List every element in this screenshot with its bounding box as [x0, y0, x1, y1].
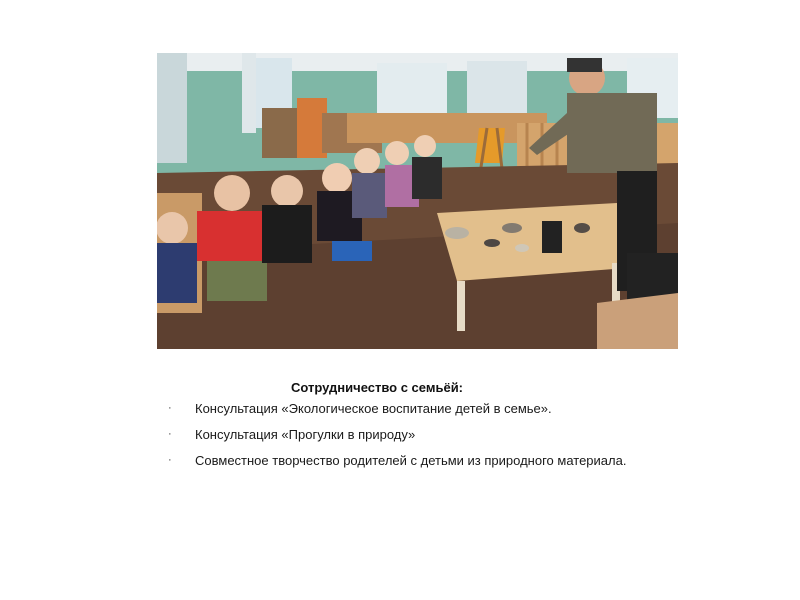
section-heading: Сотрудничество с семьёй: [291, 380, 464, 395]
list-item [168, 424, 638, 445]
list-item [168, 450, 638, 471]
list-item [168, 398, 638, 419]
list-item-text: Совместное творчество родителей с детьми из природного материала. [195, 453, 627, 468]
classroom-photo [157, 53, 678, 349]
list-item-text: Консультация «Экологическое воспитание детей в семье». [195, 401, 552, 416]
cooperation-list [168, 398, 638, 476]
bullet-icon: · [168, 402, 172, 414]
bullet-icon: · [168, 428, 172, 440]
list-item-text: Консультация «Прогулки в природу» [195, 427, 416, 442]
bullet-icon: · [168, 454, 172, 466]
